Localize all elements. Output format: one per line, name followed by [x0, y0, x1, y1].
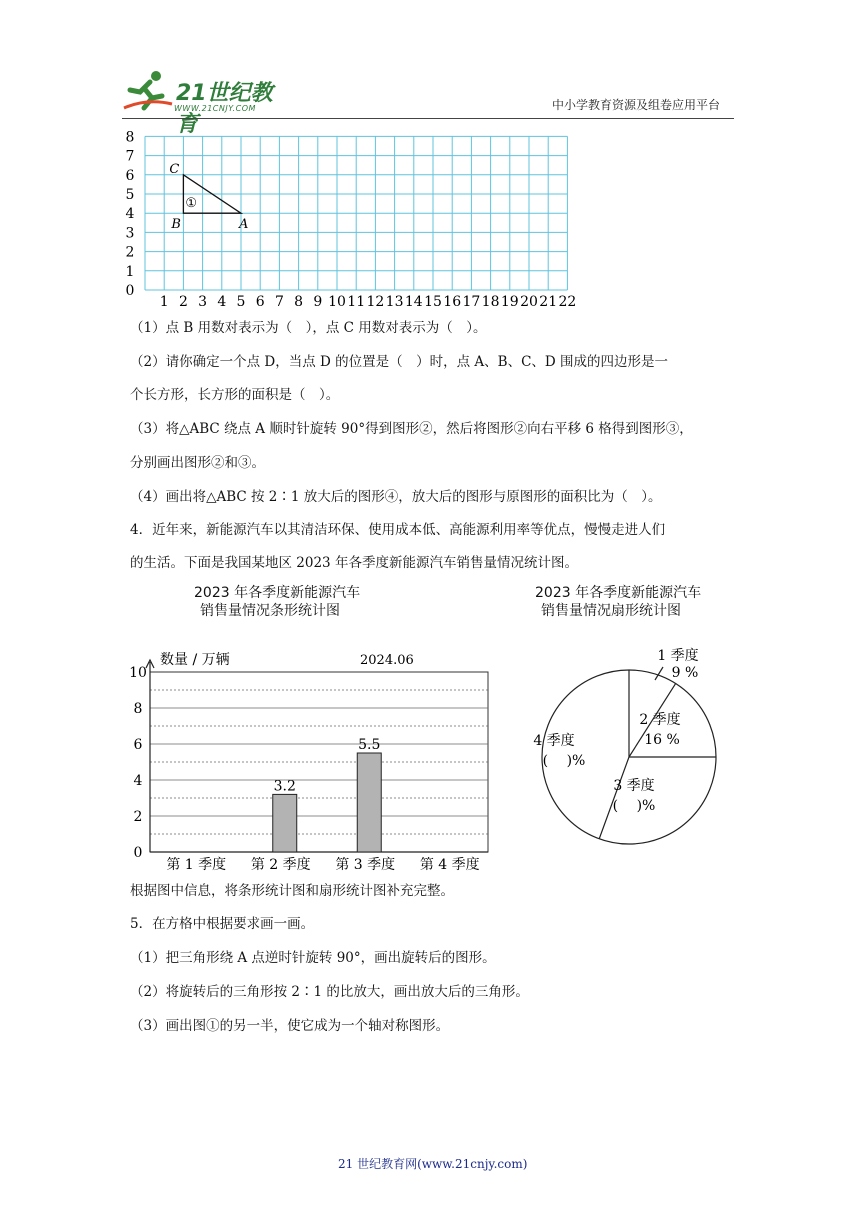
q3-part1: （1）点 B 用数对表示为（ ），点 C 用数对表示为（ ）。	[130, 320, 487, 336]
bar-y-tick-label: 2	[133, 809, 143, 825]
logo-url: WWW.21CNJY.COM	[174, 104, 256, 113]
q5-part3: （3）画出图①的另一半，使它成为一个轴对称图形。	[130, 1018, 450, 1034]
q5-part1: （1）把三角形绕 A 点逆时针旋转 90°，画出旋转后的图形。	[130, 950, 496, 966]
grid-y-label: 4	[125, 206, 135, 223]
pie-chart	[530, 630, 730, 850]
grid-x-label: 19	[500, 294, 519, 310]
q5-title: 5．在方格中根据要求画一画。	[130, 916, 315, 932]
bar-y-axis-title: 数量 / 万辆	[160, 652, 230, 668]
grid-y-label: 5	[125, 187, 135, 203]
grid-x-label: 2	[178, 294, 188, 310]
pie-chart-subtitle: 销售量情况扇形统计图	[541, 603, 681, 619]
pie-slice-value: 16 %	[644, 732, 680, 748]
grid-x-label: 1	[159, 294, 169, 310]
grid-x-label: 6	[255, 294, 265, 310]
pie-slice-name: 2 季度	[639, 712, 681, 728]
grid-x-label: 14	[404, 294, 423, 310]
q3-part4: （4）画出将△ABC 按 2∶1 放大后的图形④，放大后的图形与原图形的面积比为（ ）。	[130, 489, 662, 505]
grid-x-label: 17	[462, 294, 481, 310]
bar-annotation: 2024.06	[360, 653, 414, 668]
bar-y-tick-label: 8	[133, 701, 143, 717]
q5-part2: （2）将旋转后的三角形按 2∶1 的比放大，画出放大后的三角形。	[130, 984, 529, 1000]
bar-chart-subtitle: 销售量情况条形统计图	[200, 603, 340, 619]
grid-y-label: 7	[125, 148, 135, 165]
grid-x-label: 5	[236, 294, 246, 310]
grid-x-label: 11	[347, 294, 366, 310]
logo-text: 21世纪教育	[176, 81, 273, 137]
grid-x-label: 4	[217, 294, 227, 310]
point-a-label: A	[239, 217, 249, 233]
bar	[273, 794, 297, 852]
pie-slice-name: 4 季度	[533, 733, 575, 749]
pie-slice-value: ( )%	[612, 798, 656, 814]
grid-x-label: 20	[520, 294, 538, 310]
bar-chart-title: 2023 年各季度新能源汽车	[194, 585, 361, 601]
pie-chart-title: 2023 年各季度新能源汽车	[535, 585, 702, 601]
bar-category-label: 第 2 季度	[250, 857, 311, 872]
bar-value-label: 5.5	[358, 737, 381, 753]
grid-x-label: 13	[385, 294, 404, 310]
shape-1-label: ①	[185, 196, 198, 212]
grid-x-label: 18	[481, 294, 500, 310]
grid-x-label: 22	[558, 294, 577, 310]
pie-slice-value: ( )%	[542, 753, 586, 769]
q3-part2: （2）请你确定一个点 D，当点 D 的位置是（ ）时，点 A、B、C、D 围成的四边形是一	[130, 354, 669, 370]
bar-y-tick-label: 4	[133, 773, 143, 789]
point-c-label: C	[169, 161, 180, 177]
footer-text: 21 世纪教育网(www.21cnjy.com)	[338, 1157, 528, 1171]
bar-category-label: 第 3 季度	[335, 857, 396, 872]
grid-x-label: 9	[313, 294, 323, 310]
q4-text-line2: 的生活。下面是我国某地区 2023 年各季度新能源汽车销售量情况统计图。	[130, 555, 578, 571]
coordinate-grid-figure	[120, 128, 590, 313]
q3-part3: （3）将△ABC 绕点 A 顺时针旋转 90°得到图形②，然后将图形②向右平移 6 格得到图形③，	[130, 421, 693, 437]
bar-category-label: 第 4 季度	[419, 857, 480, 872]
grid-x-label: 8	[294, 294, 304, 310]
bar-y-tick-label: 6	[133, 737, 143, 753]
bar-y-tick-label: 0	[133, 845, 143, 861]
runner-logo-icon	[122, 68, 174, 112]
grid-y-label: 6	[125, 167, 135, 184]
grid-y-label: 3	[125, 225, 135, 242]
grid-y-label: 1	[125, 263, 135, 280]
grid-x-label: 3	[198, 294, 208, 310]
header-rule	[122, 118, 734, 119]
grid-y-label: 8	[125, 129, 135, 146]
grid-x-label: 16	[443, 294, 462, 310]
grid-y-label: 0	[125, 283, 135, 299]
grid-x-axis-labels	[160, 294, 577, 310]
q3-part2-cont: 个长方形，长方形的面积是（ ）。	[130, 387, 340, 403]
pie-leader-line	[655, 667, 663, 680]
bar-category-label: 第 1 季度	[166, 857, 227, 872]
pie-slice-name: 1 季度	[657, 648, 699, 664]
header-right-text: 中小学教育资源及组卷应用平台	[552, 98, 721, 112]
bar-value-label: 3.2	[273, 778, 296, 795]
grid-x-label: 7	[274, 294, 284, 310]
bar-chart	[118, 640, 498, 872]
logo	[122, 68, 292, 137]
q4-text-line1: 4．近年来，新能源汽车以其清洁环保、使用成本低、高能源利用率等优点，慢慢走进人们	[130, 522, 666, 538]
bar-y-tick-label: 10	[129, 665, 147, 681]
pie-slice-name: 3 季度	[613, 778, 655, 794]
grid-y-axis-labels	[126, 129, 135, 299]
grid-x-label: 12	[366, 294, 385, 310]
point-b-label: B	[171, 217, 181, 233]
grid-x-label: 15	[424, 294, 442, 310]
q3-part3-cont: 分别画出图形②和③。	[130, 455, 265, 471]
grid-y-label: 2	[125, 244, 135, 261]
pie-slice-value: 9 %	[671, 665, 699, 681]
bar	[357, 753, 381, 852]
grid-x-label: 10	[328, 294, 346, 310]
q4-instruction: 根据图中信息，将条形统计图和扇形统计图补充完整。	[130, 883, 454, 899]
grid-x-label: 21	[539, 294, 558, 310]
